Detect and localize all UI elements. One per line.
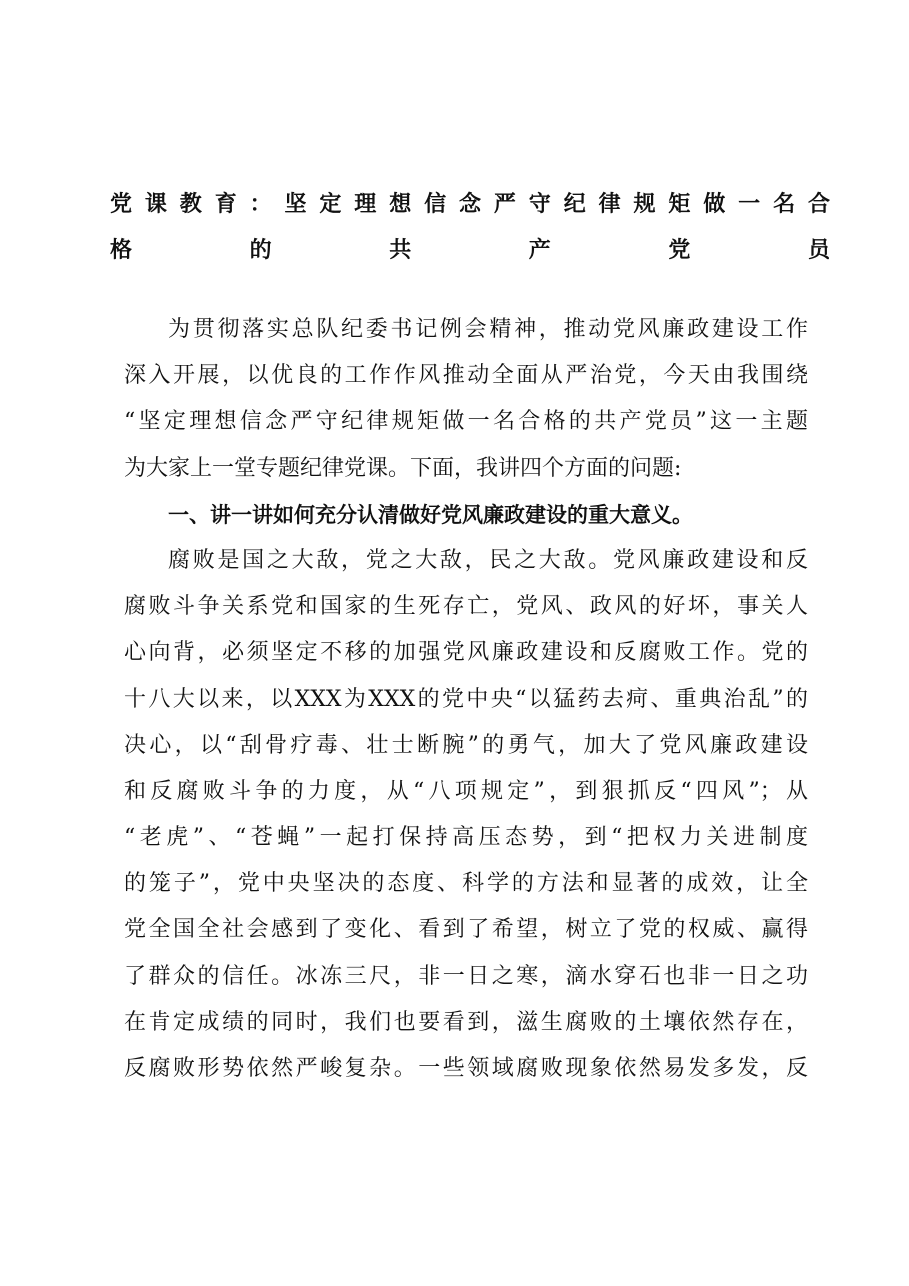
paragraph-line: 决心，以“刮骨疗毒、壮士断腕”的勇气，加大了党风廉政建设 — [124, 732, 808, 758]
paragraph-line: 为大家上一堂专题纪律党课。下面，我讲四个方面的问题: — [124, 455, 682, 481]
title-line: 格的共产党员 — [110, 238, 830, 264]
paragraph-line: 反腐败形势依然严峻复杂。一些领域腐败现象依然易发多发，反 — [124, 1056, 808, 1081]
section-heading: 一、讲一讲如何充分认清做好党风廉政建设的重大意义。 — [168, 502, 693, 527]
document-title — [110, 182, 830, 274]
paragraph-line: “坚定理想信念严守纪律规矩做一名合格的共产党员”这一主题 — [124, 409, 808, 435]
paragraph-line: 的笼子”，党中央坚决的态度、科学的方法和显著的成效，让全 — [124, 871, 808, 897]
paragraph-line: 腐败斗争关系党和国家的生死存亡，党风、政风的好坏，事关人 — [124, 594, 808, 620]
paragraph-line: 党全国全社会感到了变化、看到了希望，树立了党的权威、赢得 — [124, 917, 808, 943]
paragraph-line: 心向背，必须坚定不移的加强党风廉政建设和反腐败工作。党的 — [124, 640, 808, 666]
paragraph-line: 为贯彻落实总队纪委书记例会精神，推动党风廉政建设工作 — [168, 317, 808, 342]
document-body — [124, 307, 808, 1092]
paragraph-line: 深入开展，以优良的工作作风推动全面从严治党，今天由我围绕 — [124, 363, 808, 389]
title-line: 党课教育：坚定理想信念严守纪律规矩做一名合 — [110, 192, 830, 217]
paragraph-line: 在肯定成绩的同时，我们也要看到，滋生腐败的土壤依然存在， — [124, 1009, 808, 1035]
paragraph-line: 十八大以来，以XXX为XXX的党中央“以猛药去疴、重典治乱”的 — [124, 686, 808, 712]
paragraph-line: “老虎”、“苍蝇”一起打保持高压态势，到“把权力关进制度 — [124, 825, 808, 851]
paragraph-line: 腐败是国之大敌，党之大敌，民之大敌。党风廉政建设和反 — [168, 547, 808, 573]
paragraph-line: 了群众的信任。冰冻三尺，非一日之寒，滴水穿石也非一日之功 — [124, 963, 808, 989]
paragraph-line: 和反腐败斗争的力度，从“八项规定”，到狠抓反“四风”；从 — [124, 778, 808, 804]
